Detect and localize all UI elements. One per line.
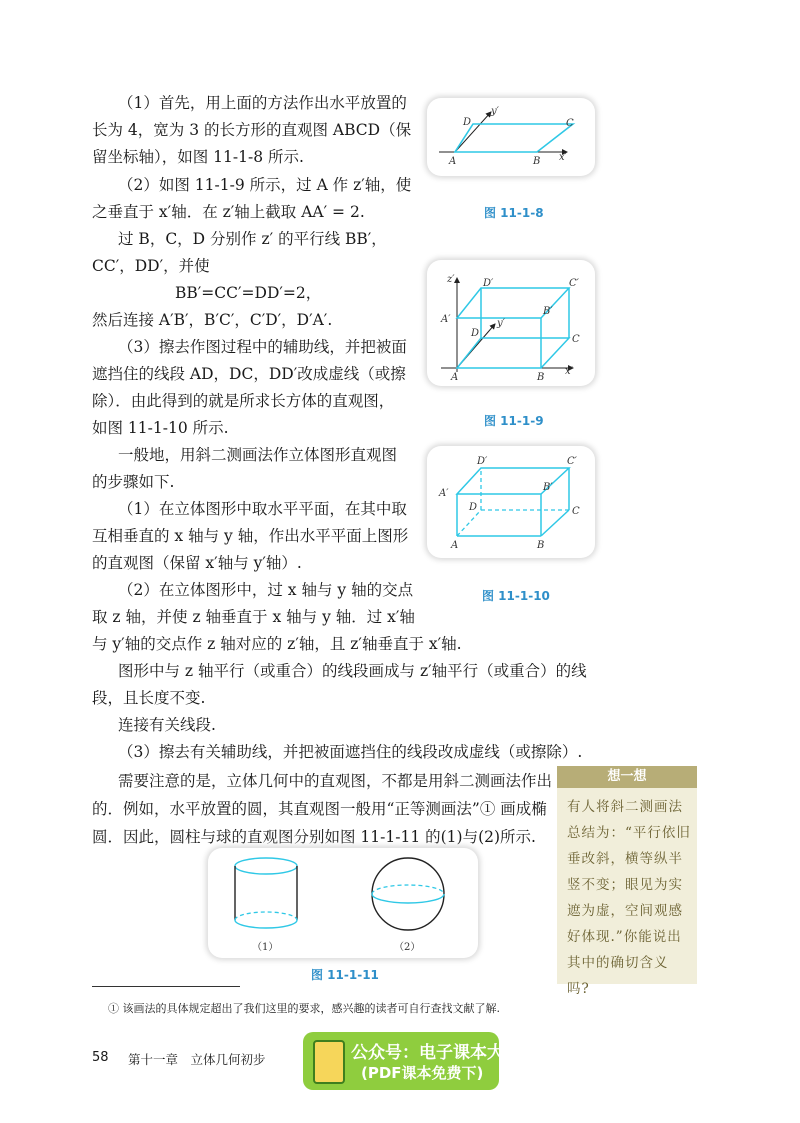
figure-11-1-10 <box>427 446 595 558</box>
text-line: 过 B，C，D 分别作 z′ 的平行线 BB′， <box>118 230 387 248</box>
label-B-prime: B′ <box>543 482 553 493</box>
think-title: 想一想 <box>557 766 697 788</box>
text-line: （1）首先，用上面的方法作出水平放置的 <box>118 94 407 112</box>
label-B: B <box>533 156 541 167</box>
think-box <box>557 766 697 997</box>
label-C: C <box>572 506 580 517</box>
cuboid-construction-diagram <box>427 260 595 386</box>
label-B-prime: B′ <box>543 306 553 317</box>
label-A: A <box>449 156 457 167</box>
label-C-prime: C′ <box>569 278 579 289</box>
text-line: 连接有关线段. <box>118 716 216 734</box>
footnote: ① 该画法的具体规定超出了我们这里的要求，感兴趣的读者可自行查找文献了解. <box>108 1002 500 1015</box>
text-line: 留坐标轴），如图 11-1-8 所示. <box>92 148 304 166</box>
watermark-banner <box>303 1032 521 1090</box>
text-line: （1）在立体图形中取水平平面，在其中取 <box>118 500 407 518</box>
label-C: C <box>572 334 580 345</box>
label-A-prime: A′ <box>439 488 449 499</box>
text-line: 的．例如，水平放置的圆，其直观图一般用“正等测画法”① 画成椭 <box>92 800 547 818</box>
text-line: 遮挡住的线段 AD，DC，DD′改成虚线（或擦 <box>92 365 406 383</box>
label-x-axis: x′ <box>565 366 573 377</box>
label-z-axis: z′ <box>447 274 455 285</box>
watermark-line1: 公众号：电子课本大全 <box>351 1043 521 1063</box>
think-body: 有人将斜二测画法总结为：“平行依旧垂改斜，横等纵半竖不变；眼见为实遮为虚，空间观感好体现.”你能说出其中的确切含义吗? <box>567 799 691 997</box>
caption-fig-11-1-11: 图 11-1-11 <box>311 968 379 982</box>
label-y-axis: y′ <box>491 106 499 117</box>
book-icon <box>313 1040 345 1084</box>
text-line: 互相垂直的 x 轴与 y 轴，作出水平平面上图形 <box>92 527 409 545</box>
text-line: 一般地，用斜二测画法作立体图形直观图 <box>118 446 398 464</box>
text-line: （3）擦去作图过程中的辅助线，并把被面 <box>118 338 407 356</box>
watermark-line2: (PDF课本免费下) <box>361 1064 484 1082</box>
label-B: B <box>537 372 545 383</box>
label-C-prime: C′ <box>567 456 577 467</box>
label-D-prime: D′ <box>483 278 494 289</box>
text-line: 之垂直于 x′轴．在 z′轴上截取 AA′ = 2. <box>92 203 365 221</box>
text-line: （2）在立体图形中，过 x 轴与 y 轴的交点 <box>118 581 414 599</box>
text-line: 取 z 轴，并使 z 轴垂直于 x 轴与 y 轴．过 x′轴 <box>92 608 415 626</box>
label-D: D <box>471 328 480 339</box>
label-A: A <box>451 372 459 383</box>
text-line: 的直观图（保留 x′轴与 y′轴）. <box>92 554 302 572</box>
chapter-title: 第十一章 立体几何初步 <box>128 1052 266 1067</box>
text-line: 然后连接 A′B′，B′C′，C′D′，D′A′. <box>92 311 333 329</box>
figure-11-1-11 <box>208 848 478 958</box>
caption-fig-11-1-8: 图 11-1-8 <box>484 206 544 220</box>
text-line: 如图 11-1-10 所示. <box>92 419 229 437</box>
label-D: D <box>463 117 472 128</box>
caption-fig-11-1-9: 图 11-1-9 <box>484 414 544 428</box>
label-y-axis: y′ <box>497 318 505 329</box>
text-line: 除）．由此得到的就是所求长方体的直观图， <box>92 392 395 410</box>
equation-line: BB′=CC′=DD′=2， <box>175 284 322 302</box>
label-two: （2） <box>394 942 421 953</box>
caption-fig-11-1-10: 图 11-1-10 <box>482 589 550 603</box>
text-line: 圆．因此，圆柱与球的直观图分别如图 11-1-11 的(1)与(2)所示. <box>92 828 536 846</box>
cylinder-sphere-diagram <box>208 848 478 958</box>
footnote-rule <box>92 986 240 987</box>
text-line: 需要注意的是，立体几何中的直观图，不都是用斜二测画法作出 <box>118 772 553 790</box>
text-line: 的步骤如下. <box>92 473 175 491</box>
label-D-prime: D′ <box>477 456 488 467</box>
label-B: B <box>537 540 545 551</box>
label-one: （1） <box>252 942 279 953</box>
figure-11-1-8 <box>427 98 595 176</box>
text-line: 长为 4，宽为 3 的长方形的直观图 ABCD（保 <box>92 121 412 139</box>
text-line: （2）如图 11-1-9 所示，过 A 作 z′轴，使 <box>118 176 412 194</box>
page-number: 58 <box>92 1050 109 1065</box>
text-line: （3）擦去有关辅助线，并把被面遮挡住的线段改成虚线（或擦除）. <box>118 743 583 761</box>
label-A-prime: A′ <box>441 314 451 325</box>
label-D: D <box>469 502 478 513</box>
text-line: 图形中与 z 轴平行（或重合）的线段画成与 z′轴平行（或重合）的线 <box>118 662 587 680</box>
text-line: 与 y′轴的交点作 z 轴对应的 z′轴，且 z′轴垂直于 x′轴. <box>92 635 462 653</box>
label-C: C <box>566 118 574 129</box>
text-line: 段，且长度不变. <box>92 689 206 707</box>
figure-11-1-9 <box>427 260 595 386</box>
cuboid-diagram <box>427 446 595 558</box>
text-line: CC′，DD′，并使 <box>92 257 210 275</box>
label-A: A <box>451 540 459 551</box>
label-x-axis: x′ <box>559 152 567 163</box>
parallelogram-diagram <box>427 98 595 176</box>
